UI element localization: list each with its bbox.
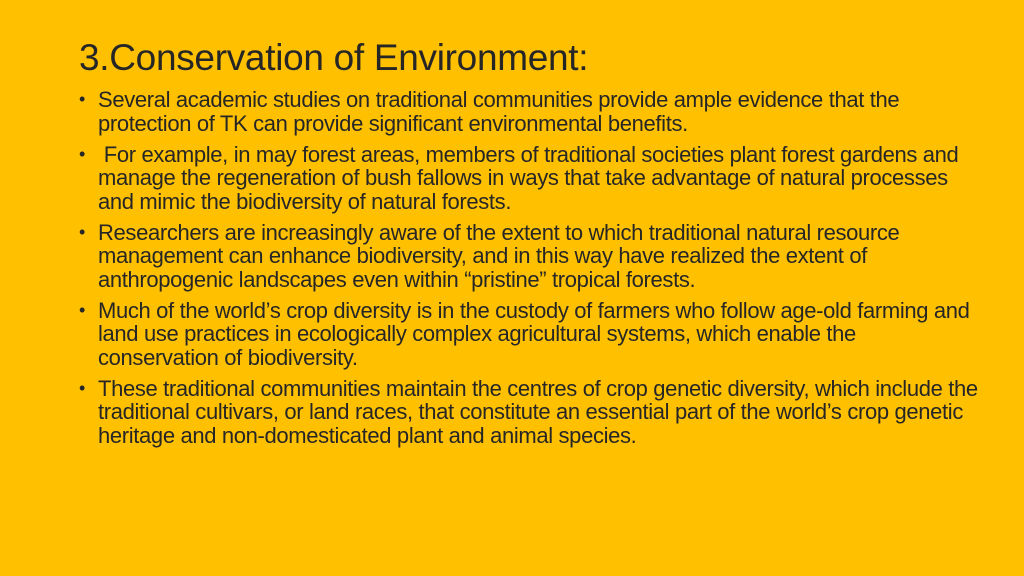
bullet-dot-icon: •: [79, 143, 85, 164]
bullet-item: [79, 221, 979, 292]
bullet-dot-icon: •: [79, 377, 85, 398]
bullet-text: Researchers are increasingly aware of the extent to which traditional natural resource management can enhance biodiversity, and in this way have realized the extent of anthropogenic landscapes even within “pristine” tropical forests.: [98, 219, 900, 292]
bullet-text: Much of the world’s crop diversity is in the custody of farmers who follow age-old farming and land use practices in ecologically complex agricultural systems, which enable the conservation of biodiversity.: [98, 297, 970, 370]
bullet-item: [79, 377, 979, 448]
bullet-dot-icon: •: [79, 89, 85, 109]
slide-title: 3.Conservation of Environment:: [79, 37, 589, 78]
bullet-item: [79, 88, 979, 135]
bullet-dot-icon: •: [79, 299, 85, 320]
bullet-text: For example, in may forest areas, members of traditional societies plant forest gardens and manage the regeneration of bush fallows in ways that take advantage of natural processes and mimic the biodiversity of natural forests.: [98, 141, 965, 214]
bullet-text: Several academic studies on traditional communities provide ample evidence that the protection of TK can provide significant environmental benefits.: [98, 87, 900, 136]
bullet-item: [79, 299, 979, 370]
bullet-item: [79, 143, 979, 214]
bullet-list: [79, 88, 979, 455]
bullet-dot-icon: •: [79, 221, 85, 242]
bullet-text: These traditional communities maintain the centres of crop genetic diversity, which include the traditional cultivars, or land races, that constitute an essential part of the world’s crop genetic heritage and non-domesticated plant and animal species.: [98, 375, 978, 448]
